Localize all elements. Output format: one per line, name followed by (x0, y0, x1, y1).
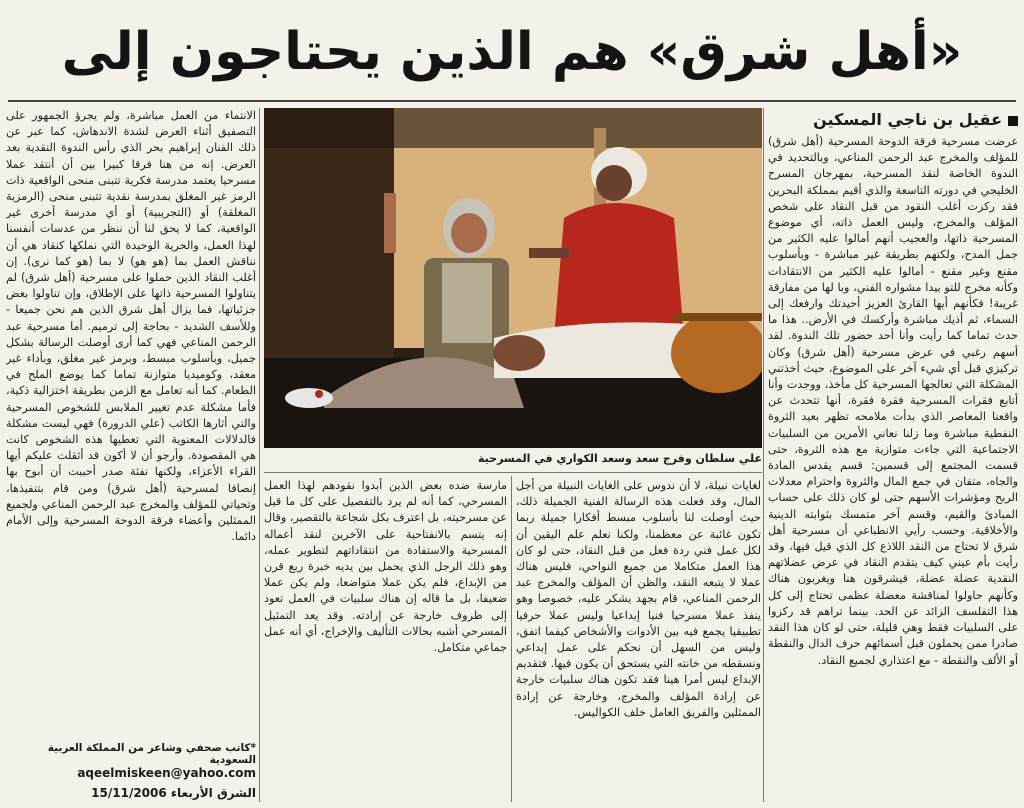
column-middle-left (264, 478, 507, 802)
stage-photo (264, 108, 762, 448)
author-email: aqeelmiskeen@yahoo.com (77, 766, 256, 780)
column-right-text: عرضت مسرحية فرقة الدوحة المسرحية (أهل شرق) للمؤلف والمخرج عبد الرحمن المناعي، وبالتحديد في الندوة الخاصة لنقد المسرحية، بمهرجان المسرح الخليجي في دورته التاسعة والذي أقيم بمملكة البحرين فقد ركزت أغلب النقود من قبل النقاد على شخص المؤلف والمخرج، وليس العمل ذاته، أي موضوع المسرحية ذاتها، والعجيب أنهم أمالوا عليه الكثير من جمل المدح، ولكنهم بطريقة غير مباشرة - وبأسلوب مقنع وغير مقنع - أمالوا عليه الكثير من الانتقادات وكأنه مخرج للتو بيدا مشواره الفني، وبا لها من مفارقة غريبة! فكأنهم أيها القارئ العزيز أحيدتك وارفعك إلى السماء، ثم أذيك مباشرة وأركسك في الأرض.. هذا ما حدث تماما كما رأيت وأنا أحد حضور تلك الندوة. لقد أسهم رغبي في عرض مسرحية (أهل شرق) وكان تركيزي قبل أي شيء آخر على الموضوع، حيث أخذتني المشكلة التي تعالجها المسرحية كل مأخذ، ووجدت وأنا أتابع فقرات المسرحية فقرة فقرة، أنها تتحدث عن واقعنا المعاصر الذي بدأت ملامحه تظهر بعيد الثروة النفطية مباشرة وما زلنا نعاني الأمرين من السلبيات الاجتماعية التي جاءت متوازية مع هذه الثروة، حتى قسمت المجتمع إلى قسمين: قسم يقدس المادة والجاه، متفان في جمع المال والثروة واحترام معدلات الربح ومؤشرات الأسهم حتى لو كان ذلك على حساب المبادئ والقيم، وقسم آخر متمسك بثوابته الدينية والأخلاقية. وحسب رأيي الانطباعي أن مسرحية أهل شرق لا تحتاج من النقد اللاذع كل الذي قيل فيها، وقد رأيت بأم عيني كيف يتقدم النقاد في عرض عضلاتهم النقدية عضلة عضلة، فيشرقون هنا ويغربون هناك وكأنهم حاولوا لمناقشة معضلة عظمى تحتاج إلى كل هذا التفلسف الزائد عن الحد. بينما تراهم قد ركزوا على السلبيات فقط وهي قليلة، حتى لو كان هذا النقد صادرا ممن يحملون قبل أسمائهم حرف الدال والنقطة أو الألف والنقطة - مع اعتذاري لجميع النقاد. (768, 135, 1018, 667)
column-right (768, 134, 1018, 802)
author-name: عقيل بن ناجي المسكين (813, 110, 1002, 129)
headline: «أهل شرق» هم الذين يحتاجون إلى (61, 22, 963, 82)
column-divider (511, 476, 512, 802)
bullet-icon (1008, 116, 1018, 126)
byline (768, 108, 1018, 132)
headline-rule (8, 100, 1016, 102)
author-note: *كاتب صحفي وشاعر من المملكة العربية السعودية (47, 742, 256, 766)
column-divider (763, 108, 764, 802)
caption-rule (264, 472, 762, 473)
column-left (6, 108, 256, 740)
stage-photo-illustration (264, 108, 762, 448)
publication-date: الشرق الأربعاء 15/11/2006 (91, 786, 256, 800)
photo-caption: علي سلطان وفرج سعد وسعد الكواري في المسرحية (477, 452, 762, 465)
column-middle-left-text: مارسة ضده بعض الذين أبدوا نقودهم لهذا العمل المسرحي، كما أنه لم يرد بالتفصيل على كل ما قيل عن مسرحيته، بل اعترف بكل شجاعة بالتقصير، وقال إنه يتسم بالانفتاحية على الآخرين لنقد أعماله المسرحية والاستفادة من انتقاداتهم لتطوير عمله، وهو ذلك الرجل الذي يحمل بين يديه خبرة ربع قرن من الإبداع، فلم يكن عملا متواضعا، ولم يكن عملا ضعيفا، بل ما قاله إن هناك سلبيات في العمل تعود إلى ظروف خارجة عن إرادته. وقد يعد التمثيل المسرحي أشبه بحالات التأليف والإخراج، أي أنه عمل جماعي متكامل. (264, 479, 507, 655)
column-middle-text: لغايات نبيلة، لا أن ندوس على الغايات النبيلة من أجل المال، وقد فعلت هذه الرسالة الفنية الجميلة ذلك، حيث أوصلت لنا بأسلوب مبسط أفكارا جميلة ربما تكون غائبة عن معظمنا، ولكنا نعلم علم اليقين أن لكل عمل فني ردة فعل من قبل النقاد، حتى لو كان هذا العمل متكاملا من جميع النواحي، فليس هناك عملا لا يتبعه النقد، والظن أن المؤلف والمخرج عبد الرحمن المناعي، قام بجهد يشكر عليه، خصوصا وهو ينفذ عملا مسرحيا فنيا إبداعيا وليس عملا حرفيا تطبيقيا يجمع فيه بين الأدوات والأشخاص كيفما اتفق، وليس من السهل أن نحكم على عمل إبداعي ونسقطه من خانته التي يستحق أن يكون فيها. فتقديم الإبداع ليس أمرا هينا فقد تكون هناك سلبيات خارجة عن إرادة المؤلف والمخرج، وخارجة عن إرادة الممثلين والفريق العامل خلف الكواليس. (516, 479, 761, 719)
column-divider (259, 108, 260, 802)
column-middle (516, 478, 761, 802)
column-left-text: الانتماء من العمل مباشرة، ولم يجرؤ الجمهور على التصفيق أثناء العرض لشدة الاندهاش، كما عبر عن ذلك الفنان إبراهيم بحر الذي رأس الندوة النقدية بعد العرض. إنه من هنا فرقا كبيرا بين أن أنتقد عملا مسرحيا يعتمد مدرسة فكرية تتبنى منحى الواقعية ذات الرمز غير المغلق بمدرسة نقدية تتبنى منحى (الرمزية المغلقة) أو (التجريبية) أو أي مدرسة أخرى غير الواقعية، كما لا يحق لنا أن ننظر من عدسات أنفسنا لهذا العمل، والحرية الوحيدة التي نملكها كنقاد هي أن نناقش العمل بما (هو هو) لا بما (هو كما نرى). إن أغلب النقاد الذين حملوا على مسرحية (أهل شرق) لم يتناولوا المسرحية ذاتها على الإطلاق، وإن تناولوا بعض جزئياتها، فما يزال أهل شرق الذين هم نحن جميعا - وللأسف الشديد - بحاجة إلى ترميم. أما مسرحية عبد الرحمن المناعي فهي كما أرى أوصلت الرسالة بشكل جميل، وبأسلوب مبسط، وبرمز غير مغلق، وبأداء غير معقد، وكوميديا متوازنة تماما كما يوضع الملح في الطعام. كما أنه تعامل مع الزمن بطريقة اختزالية ذكية، فأما مشكلة عدم تغيير الملابس للشخوص المسرحية والتي أثارها الكاتب (علي الدرورة) فهي ليست مشكلة فالدلالات المعنوية التي تعطيها هذه الشخوص كانت هي المقصودة. وأرجو أن لا أكون قد أثقلت عليكم أيها القراء الأعزاء، ولكنها نفثة صدر أحببت أن أبوح بها إنصافا لمسرحية (أهل شرق) ومن قام بتنفيذها، وتحياتي للمؤلف والمخرج عبد الرحمن المناعي ولجميع الممثلين وأعضاء فرقة الدوحة المسرحية وإلى الأمام دائما. (6, 109, 256, 544)
